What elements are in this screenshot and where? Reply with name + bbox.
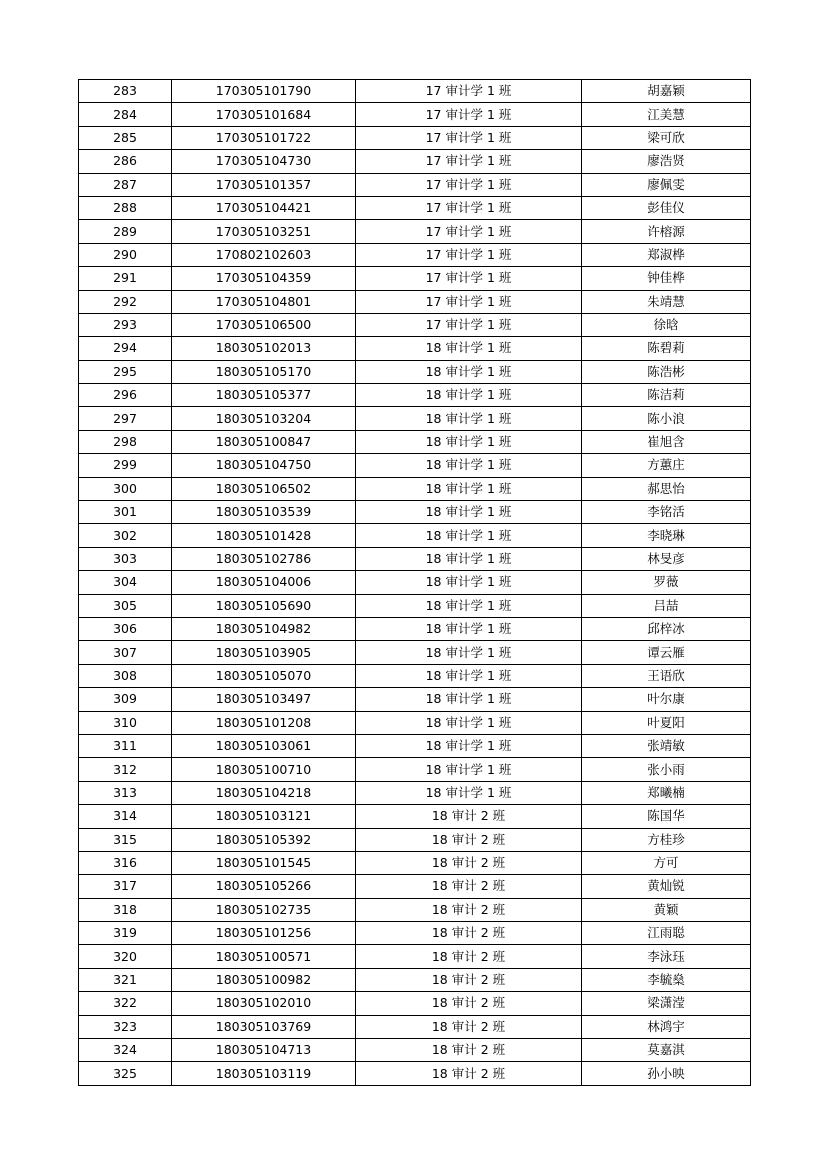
student-name-cell: 廖浩贤	[582, 150, 751, 173]
table-row	[79, 898, 751, 921]
table-row	[79, 968, 751, 991]
row-number-cell: 299	[79, 454, 172, 477]
table-row	[79, 337, 751, 360]
row-number-cell: 303	[79, 547, 172, 570]
table-row	[79, 851, 751, 874]
student-id-cell: 180305105266	[172, 875, 356, 898]
row-number-cell: 323	[79, 1015, 172, 1038]
class-name-cell: 18 审计 2 班	[356, 1039, 582, 1062]
student-id-cell: 180305103769	[172, 1015, 356, 1038]
student-name-cell: 廖佩雯	[582, 173, 751, 196]
student-name-cell: 方桂珍	[582, 828, 751, 851]
student-id-cell: 170305104801	[172, 290, 356, 313]
row-number-cell: 294	[79, 337, 172, 360]
class-name-cell: 18 审计 2 班	[356, 968, 582, 991]
class-name-cell: 18 审计学 1 班	[356, 477, 582, 500]
class-name-cell: 18 审计学 1 班	[356, 781, 582, 804]
student-id-cell: 170305103251	[172, 220, 356, 243]
row-number-cell: 324	[79, 1039, 172, 1062]
class-name-cell: 17 审计学 1 班	[356, 267, 582, 290]
student-table	[78, 79, 751, 1086]
class-name-cell: 18 审计学 1 班	[356, 454, 582, 477]
class-name-cell: 18 审计学 1 班	[356, 501, 582, 524]
row-number-cell: 313	[79, 781, 172, 804]
class-name-cell: 18 审计学 1 班	[356, 524, 582, 547]
student-name-cell: 陈碧莉	[582, 337, 751, 360]
student-name-cell: 江美慧	[582, 103, 751, 126]
student-id-cell: 170802102603	[172, 243, 356, 266]
student-list-sheet	[78, 79, 751, 1086]
row-number-cell: 319	[79, 922, 172, 945]
student-id-cell: 180305105392	[172, 828, 356, 851]
student-id-cell: 180305104750	[172, 454, 356, 477]
student-name-cell: 罗薇	[582, 571, 751, 594]
student-name-cell: 王语欣	[582, 664, 751, 687]
student-name-cell: 吕喆	[582, 594, 751, 617]
class-name-cell: 18 审计学 1 班	[356, 384, 582, 407]
row-number-cell: 302	[79, 524, 172, 547]
class-name-cell: 18 审计学 1 班	[356, 758, 582, 781]
student-id-cell: 180305104218	[172, 781, 356, 804]
student-id-cell: 170305104421	[172, 196, 356, 219]
table-row	[79, 150, 751, 173]
table-row	[79, 945, 751, 968]
table-row	[79, 407, 751, 430]
table-row	[79, 477, 751, 500]
table-row	[79, 594, 751, 617]
class-name-cell: 18 审计学 1 班	[356, 407, 582, 430]
table-row	[79, 547, 751, 570]
class-name-cell: 18 审计学 1 班	[356, 360, 582, 383]
student-id-cell: 180305101428	[172, 524, 356, 547]
class-name-cell: 17 审计学 1 班	[356, 103, 582, 126]
row-number-cell: 292	[79, 290, 172, 313]
class-name-cell: 17 审计学 1 班	[356, 290, 582, 313]
table-row	[79, 828, 751, 851]
class-name-cell: 18 审计 2 班	[356, 828, 582, 851]
class-name-cell: 18 审计 2 班	[356, 992, 582, 1015]
row-number-cell: 314	[79, 805, 172, 828]
student-name-cell: 李晓琳	[582, 524, 751, 547]
table-row	[79, 617, 751, 640]
table-row	[79, 267, 751, 290]
student-name-cell: 叶尔康	[582, 688, 751, 711]
table-row	[79, 1062, 751, 1085]
class-name-cell: 17 审计学 1 班	[356, 243, 582, 266]
student-name-cell: 郑曦楠	[582, 781, 751, 804]
student-id-cell: 170305104359	[172, 267, 356, 290]
student-id-cell: 180305100847	[172, 430, 356, 453]
class-name-cell: 17 审计学 1 班	[356, 220, 582, 243]
student-name-cell: 朱靖慧	[582, 290, 751, 313]
class-name-cell: 18 审计 2 班	[356, 1015, 582, 1038]
table-row	[79, 641, 751, 664]
table-row	[79, 664, 751, 687]
student-id-cell: 180305103119	[172, 1062, 356, 1085]
student-name-cell: 陈小浪	[582, 407, 751, 430]
student-name-cell: 方蕙庄	[582, 454, 751, 477]
table-row	[79, 430, 751, 453]
class-name-cell: 18 审计学 1 班	[356, 547, 582, 570]
row-number-cell: 286	[79, 150, 172, 173]
table-row	[79, 501, 751, 524]
student-id-cell: 180305100710	[172, 758, 356, 781]
student-name-cell: 陈浩彬	[582, 360, 751, 383]
row-number-cell: 297	[79, 407, 172, 430]
row-number-cell: 320	[79, 945, 172, 968]
table-row	[79, 103, 751, 126]
class-name-cell: 18 审计 2 班	[356, 922, 582, 945]
row-number-cell: 315	[79, 828, 172, 851]
student-name-cell: 彭佳仪	[582, 196, 751, 219]
row-number-cell: 288	[79, 196, 172, 219]
table-row	[79, 524, 751, 547]
student-name-cell: 黄颖	[582, 898, 751, 921]
student-name-cell: 李毓燊	[582, 968, 751, 991]
row-number-cell: 291	[79, 267, 172, 290]
table-row	[79, 571, 751, 594]
table-row	[79, 805, 751, 828]
student-name-cell: 郑淑桦	[582, 243, 751, 266]
class-name-cell: 18 审计学 1 班	[356, 711, 582, 734]
row-number-cell: 306	[79, 617, 172, 640]
student-name-cell: 谭云雁	[582, 641, 751, 664]
table-row	[79, 80, 751, 103]
table-row	[79, 313, 751, 336]
student-id-cell: 180305105377	[172, 384, 356, 407]
student-id-cell: 180305100982	[172, 968, 356, 991]
student-name-cell: 梁潇滢	[582, 992, 751, 1015]
class-name-cell: 18 审计 2 班	[356, 875, 582, 898]
student-name-cell: 叶夏阳	[582, 711, 751, 734]
row-number-cell: 312	[79, 758, 172, 781]
row-number-cell: 301	[79, 501, 172, 524]
table-row	[79, 384, 751, 407]
student-id-cell: 180305102013	[172, 337, 356, 360]
student-name-cell: 林旻彦	[582, 547, 751, 570]
row-number-cell: 325	[79, 1062, 172, 1085]
class-name-cell: 18 审计学 1 班	[356, 337, 582, 360]
row-number-cell: 305	[79, 594, 172, 617]
class-name-cell: 18 审计学 1 班	[356, 664, 582, 687]
class-name-cell: 18 审计学 1 班	[356, 734, 582, 757]
row-number-cell: 317	[79, 875, 172, 898]
row-number-cell: 290	[79, 243, 172, 266]
table-row	[79, 1015, 751, 1038]
table-row	[79, 711, 751, 734]
student-id-cell: 180305103497	[172, 688, 356, 711]
class-name-cell: 17 审计学 1 班	[356, 313, 582, 336]
student-name-cell: 黄灿锐	[582, 875, 751, 898]
class-name-cell: 18 审计学 1 班	[356, 594, 582, 617]
row-number-cell: 295	[79, 360, 172, 383]
table-row	[79, 688, 751, 711]
student-name-cell: 李泳珏	[582, 945, 751, 968]
row-number-cell: 308	[79, 664, 172, 687]
class-name-cell: 18 审计 2 班	[356, 898, 582, 921]
class-name-cell: 17 审计学 1 班	[356, 173, 582, 196]
student-id-cell: 180305104982	[172, 617, 356, 640]
student-name-cell: 许榕源	[582, 220, 751, 243]
class-name-cell: 18 审计学 1 班	[356, 641, 582, 664]
class-name-cell: 18 审计学 1 班	[356, 617, 582, 640]
student-name-cell: 张靖敏	[582, 734, 751, 757]
student-id-cell: 170305101722	[172, 126, 356, 149]
table-row	[79, 781, 751, 804]
row-number-cell: 304	[79, 571, 172, 594]
student-name-cell: 钟佳桦	[582, 267, 751, 290]
table-row	[79, 992, 751, 1015]
student-name-cell: 邱梓冰	[582, 617, 751, 640]
table-row	[79, 875, 751, 898]
row-number-cell: 287	[79, 173, 172, 196]
student-name-cell: 崔旭含	[582, 430, 751, 453]
table-row	[79, 220, 751, 243]
class-name-cell: 17 审计学 1 班	[356, 150, 582, 173]
student-id-cell: 180305103121	[172, 805, 356, 828]
table-row	[79, 196, 751, 219]
student-id-cell: 170305101684	[172, 103, 356, 126]
class-name-cell: 18 审计 2 班	[356, 945, 582, 968]
student-name-cell: 方可	[582, 851, 751, 874]
student-id-cell: 180305104006	[172, 571, 356, 594]
row-number-cell: 296	[79, 384, 172, 407]
student-table-body	[79, 80, 751, 1086]
table-row	[79, 922, 751, 945]
row-number-cell: 300	[79, 477, 172, 500]
row-number-cell: 321	[79, 968, 172, 991]
student-id-cell: 170305101357	[172, 173, 356, 196]
student-name-cell: 孙小映	[582, 1062, 751, 1085]
table-row	[79, 173, 751, 196]
student-id-cell: 180305102786	[172, 547, 356, 570]
class-name-cell: 17 审计学 1 班	[356, 80, 582, 103]
student-id-cell: 180305103539	[172, 501, 356, 524]
student-id-cell: 180305102010	[172, 992, 356, 1015]
table-row	[79, 758, 751, 781]
student-id-cell: 180305104713	[172, 1039, 356, 1062]
student-id-cell: 180305103905	[172, 641, 356, 664]
student-id-cell: 180305106502	[172, 477, 356, 500]
row-number-cell: 322	[79, 992, 172, 1015]
row-number-cell: 283	[79, 80, 172, 103]
student-id-cell: 180305101545	[172, 851, 356, 874]
student-name-cell: 林鸿宇	[582, 1015, 751, 1038]
table-row	[79, 734, 751, 757]
row-number-cell: 316	[79, 851, 172, 874]
student-name-cell: 李铭活	[582, 501, 751, 524]
class-name-cell: 18 审计 2 班	[356, 1062, 582, 1085]
class-name-cell: 18 审计学 1 班	[356, 430, 582, 453]
student-id-cell: 180305101208	[172, 711, 356, 734]
student-name-cell: 徐晗	[582, 313, 751, 336]
student-name-cell: 陈国华	[582, 805, 751, 828]
class-name-cell: 17 审计学 1 班	[356, 196, 582, 219]
student-id-cell: 170305104730	[172, 150, 356, 173]
student-name-cell: 郝思怡	[582, 477, 751, 500]
student-id-cell: 180305100571	[172, 945, 356, 968]
row-number-cell: 293	[79, 313, 172, 336]
class-name-cell: 18 审计学 1 班	[356, 688, 582, 711]
student-id-cell: 170305106500	[172, 313, 356, 336]
row-number-cell: 310	[79, 711, 172, 734]
student-id-cell: 180305105070	[172, 664, 356, 687]
table-row	[79, 454, 751, 477]
row-number-cell: 298	[79, 430, 172, 453]
class-name-cell: 18 审计 2 班	[356, 805, 582, 828]
student-id-cell: 180305102735	[172, 898, 356, 921]
row-number-cell: 289	[79, 220, 172, 243]
student-name-cell: 张小雨	[582, 758, 751, 781]
table-row	[79, 360, 751, 383]
student-id-cell: 170305101790	[172, 80, 356, 103]
student-name-cell: 陈洁莉	[582, 384, 751, 407]
student-id-cell: 180305103061	[172, 734, 356, 757]
row-number-cell: 309	[79, 688, 172, 711]
row-number-cell: 284	[79, 103, 172, 126]
row-number-cell: 318	[79, 898, 172, 921]
student-id-cell: 180305103204	[172, 407, 356, 430]
row-number-cell: 311	[79, 734, 172, 757]
student-name-cell: 梁可欣	[582, 126, 751, 149]
table-row	[79, 126, 751, 149]
table-row	[79, 290, 751, 313]
student-name-cell: 江雨聪	[582, 922, 751, 945]
student-id-cell: 180305105690	[172, 594, 356, 617]
class-name-cell: 18 审计 2 班	[356, 851, 582, 874]
student-id-cell: 180305101256	[172, 922, 356, 945]
table-row	[79, 243, 751, 266]
row-number-cell: 285	[79, 126, 172, 149]
student-name-cell: 莫嘉淇	[582, 1039, 751, 1062]
row-number-cell: 307	[79, 641, 172, 664]
student-id-cell: 180305105170	[172, 360, 356, 383]
student-name-cell: 胡嘉颖	[582, 80, 751, 103]
class-name-cell: 17 审计学 1 班	[356, 126, 582, 149]
class-name-cell: 18 审计学 1 班	[356, 571, 582, 594]
table-row	[79, 1039, 751, 1062]
